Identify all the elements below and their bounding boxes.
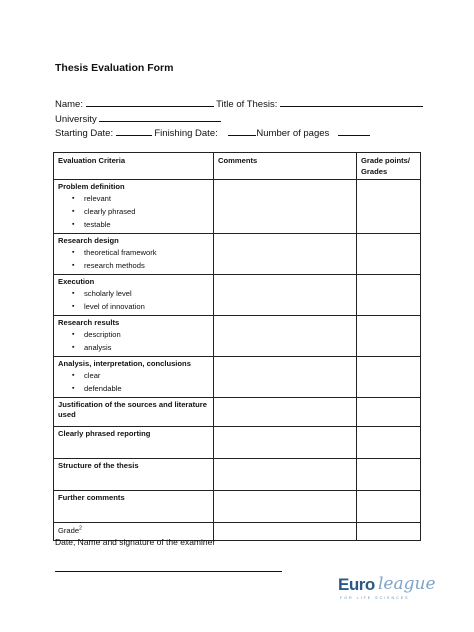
table-row (54, 316, 421, 357)
criteria-title: Analysis, interpretation, conclusions (58, 359, 191, 368)
criteria-title: Execution (58, 277, 95, 286)
criteria-cell (54, 459, 214, 491)
criteria-cell (54, 357, 214, 398)
criteria-title: Justification of the sources and literature used (58, 400, 207, 419)
list-item: ▪ defendable (72, 382, 209, 395)
comments-cell[interactable] (214, 180, 357, 234)
table-row (54, 234, 421, 275)
criteria-cell (54, 398, 214, 427)
comments-cell[interactable] (214, 523, 357, 541)
grade-cell[interactable] (357, 523, 421, 541)
criteria-title: Clearly phrased reporting (58, 429, 151, 438)
criteria-cell (54, 275, 214, 316)
starting-date-label: Starting Date: (55, 128, 114, 139)
grade-cell[interactable] (357, 234, 421, 275)
table-row (54, 357, 421, 398)
list-item: ▪ description (72, 328, 209, 341)
comments-cell[interactable] (214, 491, 357, 523)
list-item: ▪ analysis (72, 341, 209, 354)
finishing-date-label: Finishing Date: (154, 128, 218, 139)
grade-cell[interactable] (357, 459, 421, 491)
criteria-cell (54, 180, 214, 234)
evaluation-table (53, 152, 421, 541)
grade-cell[interactable] (357, 275, 421, 316)
name-field[interactable] (86, 96, 214, 107)
table-row (54, 427, 421, 459)
grade-cell[interactable] (357, 357, 421, 398)
logo-league-text: league (378, 574, 436, 594)
number-of-pages-label: Number of pages (256, 128, 330, 139)
title-of-thesis-label: Title of Thesis: (216, 99, 278, 110)
list-item: ▪ clear (72, 369, 209, 382)
comments-cell[interactable] (214, 398, 357, 427)
comments-cell[interactable] (214, 234, 357, 275)
criteria-cell (54, 491, 214, 523)
grade-cell[interactable] (357, 180, 421, 234)
signature-line[interactable] (55, 571, 282, 572)
university-label: University (55, 114, 97, 125)
table-row (54, 459, 421, 491)
criteria-cell (54, 234, 214, 275)
form-title: Thesis Evaluation Form (55, 62, 174, 74)
list-item: ▪ scholarly level (72, 287, 209, 300)
list-item: ▪ research methods (72, 259, 209, 272)
criteria-title: Research results (58, 318, 120, 327)
criteria-title: Structure of the thesis (58, 461, 139, 470)
list-item: ▪ level of innovation (72, 300, 209, 313)
header-comments: Comments (214, 153, 357, 180)
finishing-date-field[interactable] (228, 125, 256, 136)
header-criteria: Evaluation Criteria (54, 153, 214, 180)
list-item: ▪ clearly phrased (72, 205, 209, 218)
criteria-title: Problem definition (58, 182, 125, 191)
logo-euro-text: Euro (338, 575, 375, 594)
list-item: ▪ theoretical framework (72, 246, 209, 259)
logo-tagline: FOR LIFE SCIENCES (340, 596, 410, 600)
grade-cell[interactable] (357, 398, 421, 427)
criteria-cell (54, 316, 214, 357)
signature-label: Date, Name and signature of the examiner (55, 537, 216, 547)
grade-cell[interactable] (357, 316, 421, 357)
starting-date-field[interactable] (116, 125, 152, 136)
criteria-title: Research design (58, 236, 119, 245)
criteria-cell (54, 427, 214, 459)
number-of-pages-field[interactable] (338, 125, 370, 136)
list-item: ▪ relevant (72, 192, 209, 205)
university-row (55, 111, 221, 125)
name-label: Name: (55, 99, 83, 110)
euroleague-logo (338, 574, 436, 609)
grade-footnote: 2 (79, 525, 82, 531)
title-of-thesis-field[interactable] (280, 96, 423, 107)
dates-row (55, 125, 370, 139)
table-header-row (54, 153, 421, 180)
comments-cell[interactable] (214, 316, 357, 357)
table-row (54, 491, 421, 523)
criteria-title: Further comments (58, 493, 125, 502)
table-row (54, 180, 421, 234)
grade-cell[interactable] (357, 427, 421, 459)
comments-cell[interactable] (214, 459, 357, 491)
list-item: ▪ testable (72, 218, 209, 231)
name-title-row (55, 96, 423, 110)
header-grade: Grade points/ Grades (357, 153, 421, 180)
comments-cell[interactable] (214, 427, 357, 459)
grade-cell[interactable] (357, 491, 421, 523)
table-row (54, 275, 421, 316)
comments-cell[interactable] (214, 275, 357, 316)
university-field[interactable] (99, 111, 221, 122)
comments-cell[interactable] (214, 357, 357, 398)
table-row (54, 398, 421, 427)
grade-label: Grade$^2$ (58, 525, 82, 535)
